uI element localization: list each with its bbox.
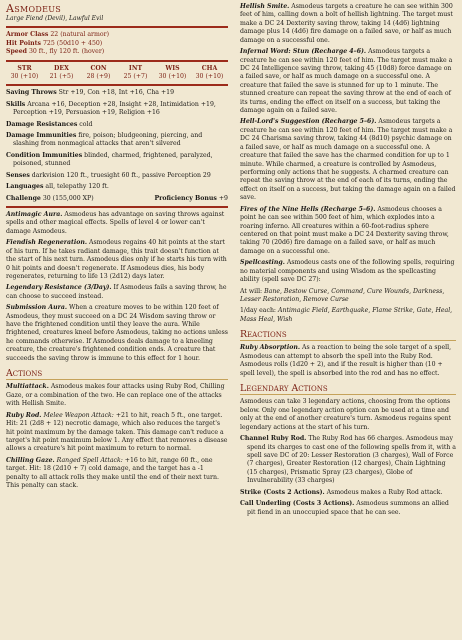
trait: Submission Aura. When a creature moves to be within 120 feet of Asmodeus, they must succeed on a DC 24 Wisdom saving throw or have the frightened condition until they leave the aura. While frightened, creatures kneel before Asmodeus, taking no actions unless he commands otherwise. If Asmodeus deals damage to a kneeling creature, the creature's frightened condition ends. A creature that succeeds the saving throw is immune to this effect for 1 hour. (6, 304, 228, 362)
action: Fires of the Nine Hells (Recharge 5–6). Asmodeus chooses a point he can see within 500 feet of him, which explodes into a roaring inferno. All creatures within a 60-foot-radius sphere centered on that point must make a DC 24 Dexterity saving throw, taking 70 (20d6) fire damage on a failed save, or half as much damage on a successful one. (240, 205, 449, 255)
legendary-action: Channel Ruby Rod. The Ruby Rod has 66 charges. Asmodeus may spend its charges to cast one of the following spells from it, with a spell save DC of 20: Lesser Restoration (3 charges), Wall of Force (7 charges), Greater Restoration (12 charges), Chain Lightning (15 charges), Prismatic Spray (23 charges), Globe of Invulnerability (33 charges) (240, 435, 456, 485)
reaction: Ruby Absorption. As a reaction to being the sole target of a spell, Asmodeus can attempt to absorb the spell into the Ruby Rod. Asmodeus rolls (1d20 + 2), and if the result is higher than (10 + spell level), the spell is absorbed into the rod and has no effect. (240, 344, 452, 377)
divider (6, 84, 228, 86)
action: Hellish Smite. Asmodeus targets a creature he can see within 300 feet of him, calling down a bolt of hellish lightning. The target must make a DC 24 Dexterity saving throw, taking 14 (4d6) lightning damage plus 14 (4d6) fire damage on a failed save, or half as much damage on a successful one. (240, 3, 453, 44)
monster-type: Large Fiend (Devil), Lawful Evil (6, 15, 104, 23)
legendary-action: Call Underling (Costs 3 Actions). Asmodeus summons an allied pit fiend in an unoccupied space that he can see. (240, 500, 449, 516)
action: Multiattack. Asmodeus makes four attacks using Ruby Rod, Chilling Gaze, or a combination of the two. He can replace one of the attacks with Hellish Smite. (6, 383, 225, 408)
action: Hell-Lord's Suggestion (Recharge 5–6). Asmodeus targets a creature he can see within 120 feet of him. The target must make a DC 24 Charisma saving throw, taking 44 (8d10) psychic damage on a failed save, or half as much damage on a successful one. A creature that failed the save has the charmed condition for up to 1 minute. While charmed, a creature is controlled by Asmodeus, performing only actions that he suggests. A charmed creature can repeat the saving throw at the end of each of its turns, ending the effect on itself on a success, but taking the damage again on a failed save. (240, 118, 456, 202)
armor-class: Armor Class 22 (natural armor) (6, 31, 109, 39)
skills: Skills Arcana +16, Deception +28, Insight +28, Intimidation +19, Perception +19, Persuasion +19, Religion +16 (6, 100, 216, 117)
damage-immunities: Damage Immunities fire, poison; bludgeoning, piercing, and slashing from nonmagical attacks that aren't silvered (6, 132, 203, 148)
monster-name: Asmodeus (6, 2, 62, 15)
ability-wis: WIS 30 (+10) (158, 64, 187, 80)
damage-resistances: Damage Resistances cold (6, 120, 93, 128)
spell-list-daily: 1/day each: Antimagic Field, Earthquake, Flame Strike, Gate, Heal, Mass Heal, Wish (240, 307, 453, 323)
action: Ruby Rod. Melee Weapon Attack: +21 to hit, reach 5 ft., one target. Hit: 21 (2d8 + 12) necrotic damage, which also reduces the target's hit point maximum by the damage taken. This damage can't reduce a target's hit point maximum below 1. Any effect that removes a disease allows a creature's hit point maximum to return to normal. (6, 411, 228, 453)
reactions-heading: Reactions (240, 329, 456, 341)
ability-con: CON 28 (+9) (86, 64, 111, 80)
right-column (240, 3, 456, 520)
action: Chilling Gaze. Ranged Spell Attack: +16 to hit, range 60 ft., one target. Hit: 18 (2d10 + 7) cold damage, and the target has a -1 penalty to all attack rolls they make until the end of their next turn. This penalty can stack. (6, 456, 219, 490)
legendary-intro: Asmodeus can take 3 legendary actions, choosing from the options below. Only one legendary action option can be used at a time and only at the end of another creature's turn. Asmodeus regains spent legendary actions at the start of his turn. (240, 398, 452, 431)
trait: Legendary Resistance (3/Day). If Asmodeus fails a saving throw, he can choose to succeed instead. (6, 284, 227, 300)
trait: Antimagic Aura. Asmodeus has advantage on saving throws against spells and other magical effects. Spells of level 4 or lower can't damage Asmodeus. (6, 211, 225, 235)
speed: Speed 30 ft., fly 120 ft. (hover) (6, 48, 105, 56)
legendary-heading: Legendary Actions (240, 383, 456, 395)
proficiency-bonus: Proficiency Bonus +9 (154, 194, 228, 202)
languages: Languages all, telepathy 120 ft. (6, 183, 109, 191)
saving-throws: Saving Throws Str +19, Con +18, Int +16, Cha +19 (6, 89, 175, 97)
ability-int: INT 25 (+7) (123, 64, 148, 80)
ability-dex: DEX 21 (+5) (49, 64, 74, 80)
divider (6, 206, 228, 208)
challenge-row (6, 195, 228, 203)
spell-list-atwill: At will: Bane, Bestow Curse, Command, Cure Wounds, Darkness, Lesser Restoration, Remove Curse (240, 287, 445, 303)
senses: Senses darkvision 120 ft., truesight 60 ft., passive Perception 29 (6, 171, 211, 179)
action: Spellcasting. Asmodeus casts one of the following spells, requiring no material components and using Wisdom as the spellcasting ability (spell save DC 27): (240, 259, 455, 284)
condition-immunities: Condition Immunities blinded, charmed, frightened, paralyzed, poisoned, stunned (6, 151, 213, 168)
legendary-action: Strike (Costs 2 Actions). Asmodeus makes a Ruby Rod attack. (240, 488, 443, 496)
ability-cha: CHA 30 (+10) (195, 64, 224, 80)
divider (6, 60, 228, 62)
left-column (6, 3, 228, 494)
ability-str: STR 30 (+10) (10, 64, 39, 80)
actions-heading: Actions (6, 368, 228, 380)
challenge: Challenge 30 (155,000 XP) (6, 194, 94, 202)
divider (6, 26, 228, 28)
action: Infernal Word: Stun (Recharge 4–6). Asmodeus targets a creature he can see within 120 feet of him. The target must make a DC 24 Intelligence saving throw, taking 45 (10d8) force damage on a failed save, or half as much damage on a successful one. A creature that failed the save is stunned for up to 1 minute. The stunned creature can repeat the saving throw at the end of each of its turns, ending the effect on itself on a success, but taking the damage again on a failed save. (240, 48, 453, 115)
ability-scores (6, 65, 228, 82)
trait: Fiendish Regeneration. Asmodeus regains 40 hit points at the start of his turn. If he takes radiant damage, this trait doesn't function at the start of his next turn. Asmodeus dies only if he starts his turn with 0 hit points and doesn't regenerate. If Asmodeus dies, his body regenerates, returning to life 13 (2d12) days later. (6, 239, 227, 280)
hit-points: Hit Points 725 (50d10 + 450) (6, 39, 103, 47)
